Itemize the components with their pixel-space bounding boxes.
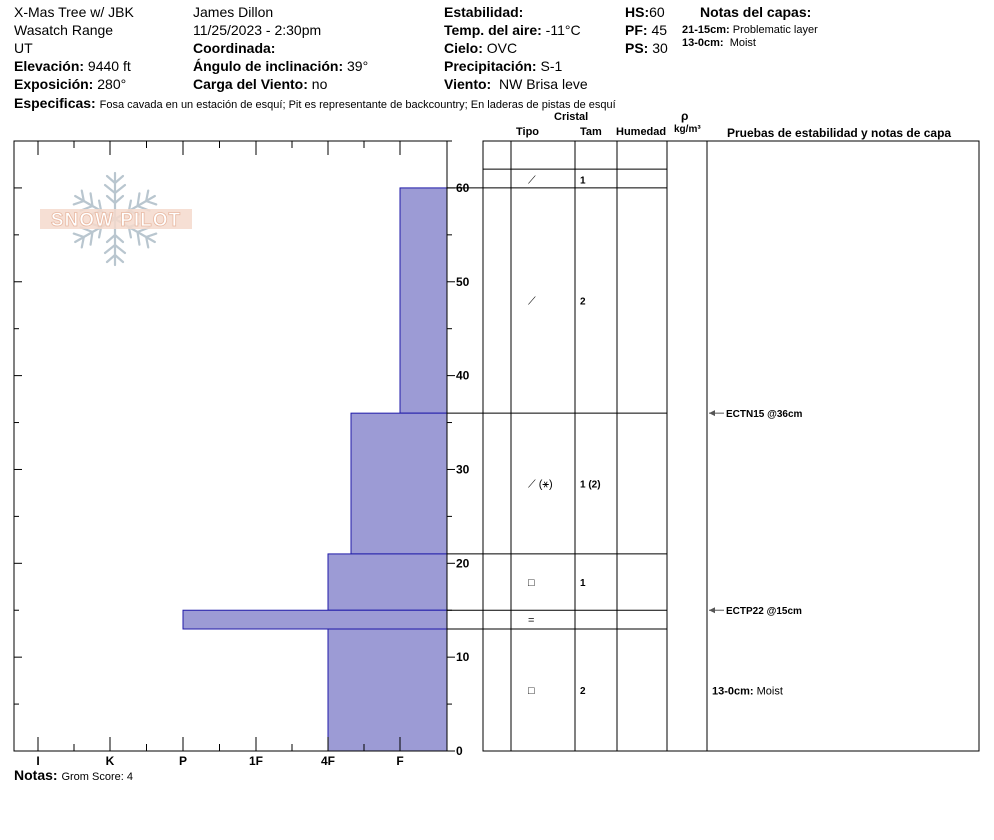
notes-value: Grom Score: 4 (61, 771, 133, 783)
hardness-tick-label: P (178, 754, 188, 768)
crystal-type-symbol: □ (528, 577, 535, 590)
specifics-label: Especificas: (14, 95, 96, 111)
hardness-bar (183, 610, 447, 629)
aspect-value: 280° (97, 76, 127, 92)
hardness-plot (14, 141, 470, 768)
precip-label: Precipitación: (444, 58, 537, 74)
state-name: UT (14, 40, 33, 56)
depth-tick-label: 20 (456, 556, 470, 571)
layer-note-range: 13-0cm: (682, 37, 724, 49)
density-symbol: ρ (681, 109, 689, 123)
sky-label: Cielo: (444, 40, 483, 56)
stability-test-label: ECTN15 @36cm (726, 409, 803, 421)
hardness-bar (400, 188, 447, 413)
layer-table (447, 141, 979, 751)
size-header: Tam (580, 126, 602, 138)
hardness-bar (328, 554, 447, 610)
test-arrow-head (709, 607, 715, 613)
notes (14, 767, 133, 784)
sky-value: OVC (486, 40, 518, 56)
depth-tick-label: 60 (456, 180, 470, 195)
slope-label: Ángulo de inclinación: (193, 58, 344, 74)
hardness-tick-label: K (105, 754, 115, 768)
hardness-bar (328, 629, 447, 751)
hardness-tick-label: F (396, 754, 404, 768)
crystal-size: 2 (580, 296, 586, 308)
crystal-type-symbol: □ (528, 685, 535, 697)
hs-label: HS: (625, 4, 650, 20)
depth-note: 13-0cm: Moist (712, 685, 783, 698)
type-header: Tipo (516, 126, 540, 138)
tests-header: Pruebas de estabilidad y notas de capa (727, 126, 952, 140)
range-name: Wasatch Range (14, 22, 114, 38)
specifics-value: Fosa cavada en un estación de esquí; Pit es representante de backcountry; En laderas de pistas de esquí (99, 99, 616, 111)
snowpilot-logo (40, 173, 192, 265)
hardness-bar (351, 413, 447, 554)
pf-value: 45 (651, 22, 668, 38)
datetime: 11/25/2023 - 2:30pm (193, 22, 322, 38)
crystal-type-symbol: = (528, 614, 535, 627)
stability-label: Estabilidad: (444, 4, 524, 20)
notes-label: Notas: (14, 767, 58, 783)
elevation-label: Elevación: (14, 58, 85, 74)
depth-tick-label: 30 (456, 462, 470, 477)
crystal-header: Cristal (554, 111, 589, 123)
elevation-value: 9440 ft (87, 58, 131, 74)
air-temp-value: -11°C (545, 22, 581, 38)
layer-note-range: 21-15cm: (682, 24, 730, 36)
layer-notes-label: Notas del capas: (700, 4, 812, 20)
layer-note-text: Moist (729, 37, 756, 49)
density-units: kg/m³ (674, 124, 701, 135)
moisture-header: Humedad (616, 126, 667, 138)
crystal-type-symbol: ⟋ (528, 295, 536, 308)
slope-value: 39° (347, 58, 369, 74)
crystal-size: 1 (580, 175, 586, 187)
wind-load-label: Carga del Viento: (193, 76, 308, 92)
depth-tick-label: 40 (456, 368, 470, 383)
wind-load-value: no (311, 76, 328, 92)
crystal-type-symbol: ⟋ (528, 174, 536, 187)
air-temp-label: Temp. del aire: (444, 22, 542, 38)
crystal-size: 1 (580, 578, 586, 590)
depth-tick-label: 0 (456, 744, 463, 758)
depth-tick-label: 10 (456, 650, 470, 665)
depth-tick-label: 50 (456, 274, 470, 289)
wind-label: Viento: (444, 76, 492, 92)
hardness-tick-label: 1F (248, 754, 264, 768)
hardness-tick-label: 4F (320, 754, 336, 768)
precip-value: S-1 (540, 58, 563, 74)
wind-value: NW Brisa leve (498, 76, 588, 92)
crystal-size: 1 (2) (580, 479, 601, 491)
pf-label: PF: (625, 22, 648, 38)
coords-label: Coordinada: (193, 40, 276, 56)
aspect-label: Exposición: (14, 76, 94, 92)
layer-table-frame (483, 141, 979, 751)
ps-value: 30 (652, 40, 668, 56)
crystal-size: 2 (580, 686, 586, 697)
hardness-tick-label: I (36, 754, 40, 768)
crystal-type-symbol: ⟋ (⚹) (528, 478, 553, 491)
hs-value: 60 (649, 4, 665, 20)
observer: James Dillon (193, 4, 274, 20)
test-arrow-head (709, 410, 715, 416)
snowpilot-logo-text: SNOW PILOT (50, 210, 182, 231)
site-name: X-Mas Tree w/ JBK (14, 4, 134, 20)
layer-note-text: Problematic layer (732, 24, 818, 36)
stability-test-label: ECTP22 @15cm (726, 606, 802, 618)
ps-label: PS: (625, 40, 649, 56)
